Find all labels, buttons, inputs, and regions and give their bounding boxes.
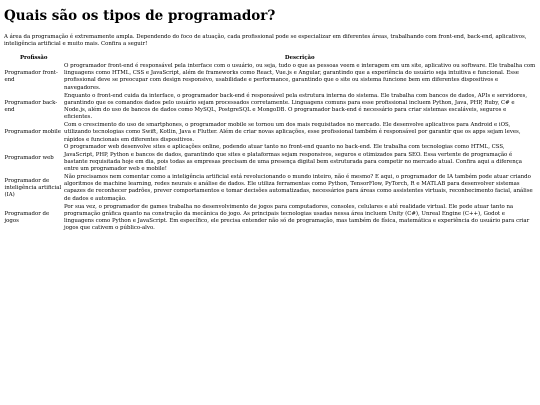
description-cell: Enquanto o front-end cuida da interface, o programador back-end é responsável pela estrutura interna do sistema. Ele trabalha com bancos de dados, APIs e servidores, garantindo que os comandos dados pelo usuário sejam processados corretamente. Linguagens comuns para esse profissional incluem Python, Java, PHP, Ruby, C# e Node.js, além do uso de bancos de dados como MySQL, PostgreSQL e MongoDB. O programador back-end é necessário para criar sistemas escaláveis, seguros e eficientes.: [64, 92, 528, 121]
column-header-profession: Profissão: [19, 54, 48, 61]
programmer-types-table: [4, 55, 536, 233]
role-cell: Programador de inteligência artificial (IA): [4, 177, 62, 199]
table-row: [4, 122, 536, 144]
role-cell: Programador web: [4, 155, 54, 162]
role-cell: Programador back-end: [4, 99, 58, 113]
page-title: Quais são os tipos de programador?: [4, 8, 276, 24]
table-row: [4, 144, 536, 174]
table-row: [4, 203, 536, 233]
table-row: [4, 63, 536, 93]
intro-paragraph: A área da programação é extremamente ampla. Dependendo do foco de atuação, cada profissional pode se especializar em diferentes áreas, trabalhando com front-end, back-end, aplicativos, inteligência artificial e muito mais. Confira a seguir!: [4, 34, 527, 48]
description-cell: O programador web desenvolve sites e aplicações online, podendo atuar tanto no front-end quanto no back-end. Ele trabalha com tecnologias como HTML, CSS, JavaScript, PHP, Python e bancos de dados, garantindo que sites e plataformas sejam responsivos, seguros e otimizados para SEO. Essa vertente de programação é bastante requisitada hoje em dia, pois todas as empresas precisam de uma presença digital bem estruturada para competir no mercado atual. Confira aqui a diferença entre um programador web e mobile!: [64, 144, 522, 173]
column-header-description: Descrição: [284, 54, 315, 61]
role-cell: Programador mobile: [4, 129, 61, 136]
role-cell: Programador front-end: [4, 70, 58, 84]
role-cell: Programador de jogos: [4, 210, 50, 225]
table-header-row: [4, 55, 536, 63]
table-row: [4, 92, 536, 122]
description-cell: O programador front-end é responsável pela interface com o usuário, ou seja, tudo o que as pessoas veem e interagem em um site, aplicativo ou software. Ele trabalha com linguagens como HTML, CSS e JavaScript, além de frameworks como React, Vue.js e Angular, garantindo que a experiência do usuário seja intuitiva e funcional. Esse profissional deve se preocupar com design responsivo, usabilidade e performance, garantindo que o site ou sistema funcione bem em diferentes dispositivos e navegadores.: [64, 62, 536, 91]
description-cell: Com o crescimento do uso de smartphones, o programador mobile se tornou um dos mais requisitados no mercado. Ele desenvolve aplicativos para Android e iOS, utilizando tecnologias como Swift, Kotlin, Java e Flutter. Além de criar novas aplicações, esse profissional também é responsável por garantir que os apps sejam leves, rápidos e funcionais em diferentes dispositivos.: [64, 122, 521, 143]
description-cell: Por sua vez, o programador de games trabalha no desenvolvimento de jogos para computadores, consoles, celulares e até realidade virtual. Ele pode atuar tanto na programação gráfica quanto na construção da mecânica do jogo. As principais tecnologias usadas nessa área incluem Unity (C#), Unreal Engine (C++), Godot e linguagens como Python e JavaScript. Em específico, ele precisa entender não só de programação, mas também de física, matemática e experiência do usuário para criar jogos que cativem o público-alvo.: [64, 203, 530, 232]
table-row: [4, 174, 536, 204]
description-cell: Não precisamos nem comentar como a inteligência artificial está revolucionando o mundo inteiro, não é mesmo? E aqui, o programador de IA também pode atuar criando algoritmos de machine learning, redes neurais e análise de dados. Ele utiliza ferramentas como Python, TensorFlow, PyTorch, R e MATLAB para desenvolver sistemas capazes de reconhecer padrões, prever comportamentos e tomar decisões automatizadas, necessários para áreas como assistentes virtuais, reconhecimento facial, análise de dados e automação.: [64, 174, 533, 202]
